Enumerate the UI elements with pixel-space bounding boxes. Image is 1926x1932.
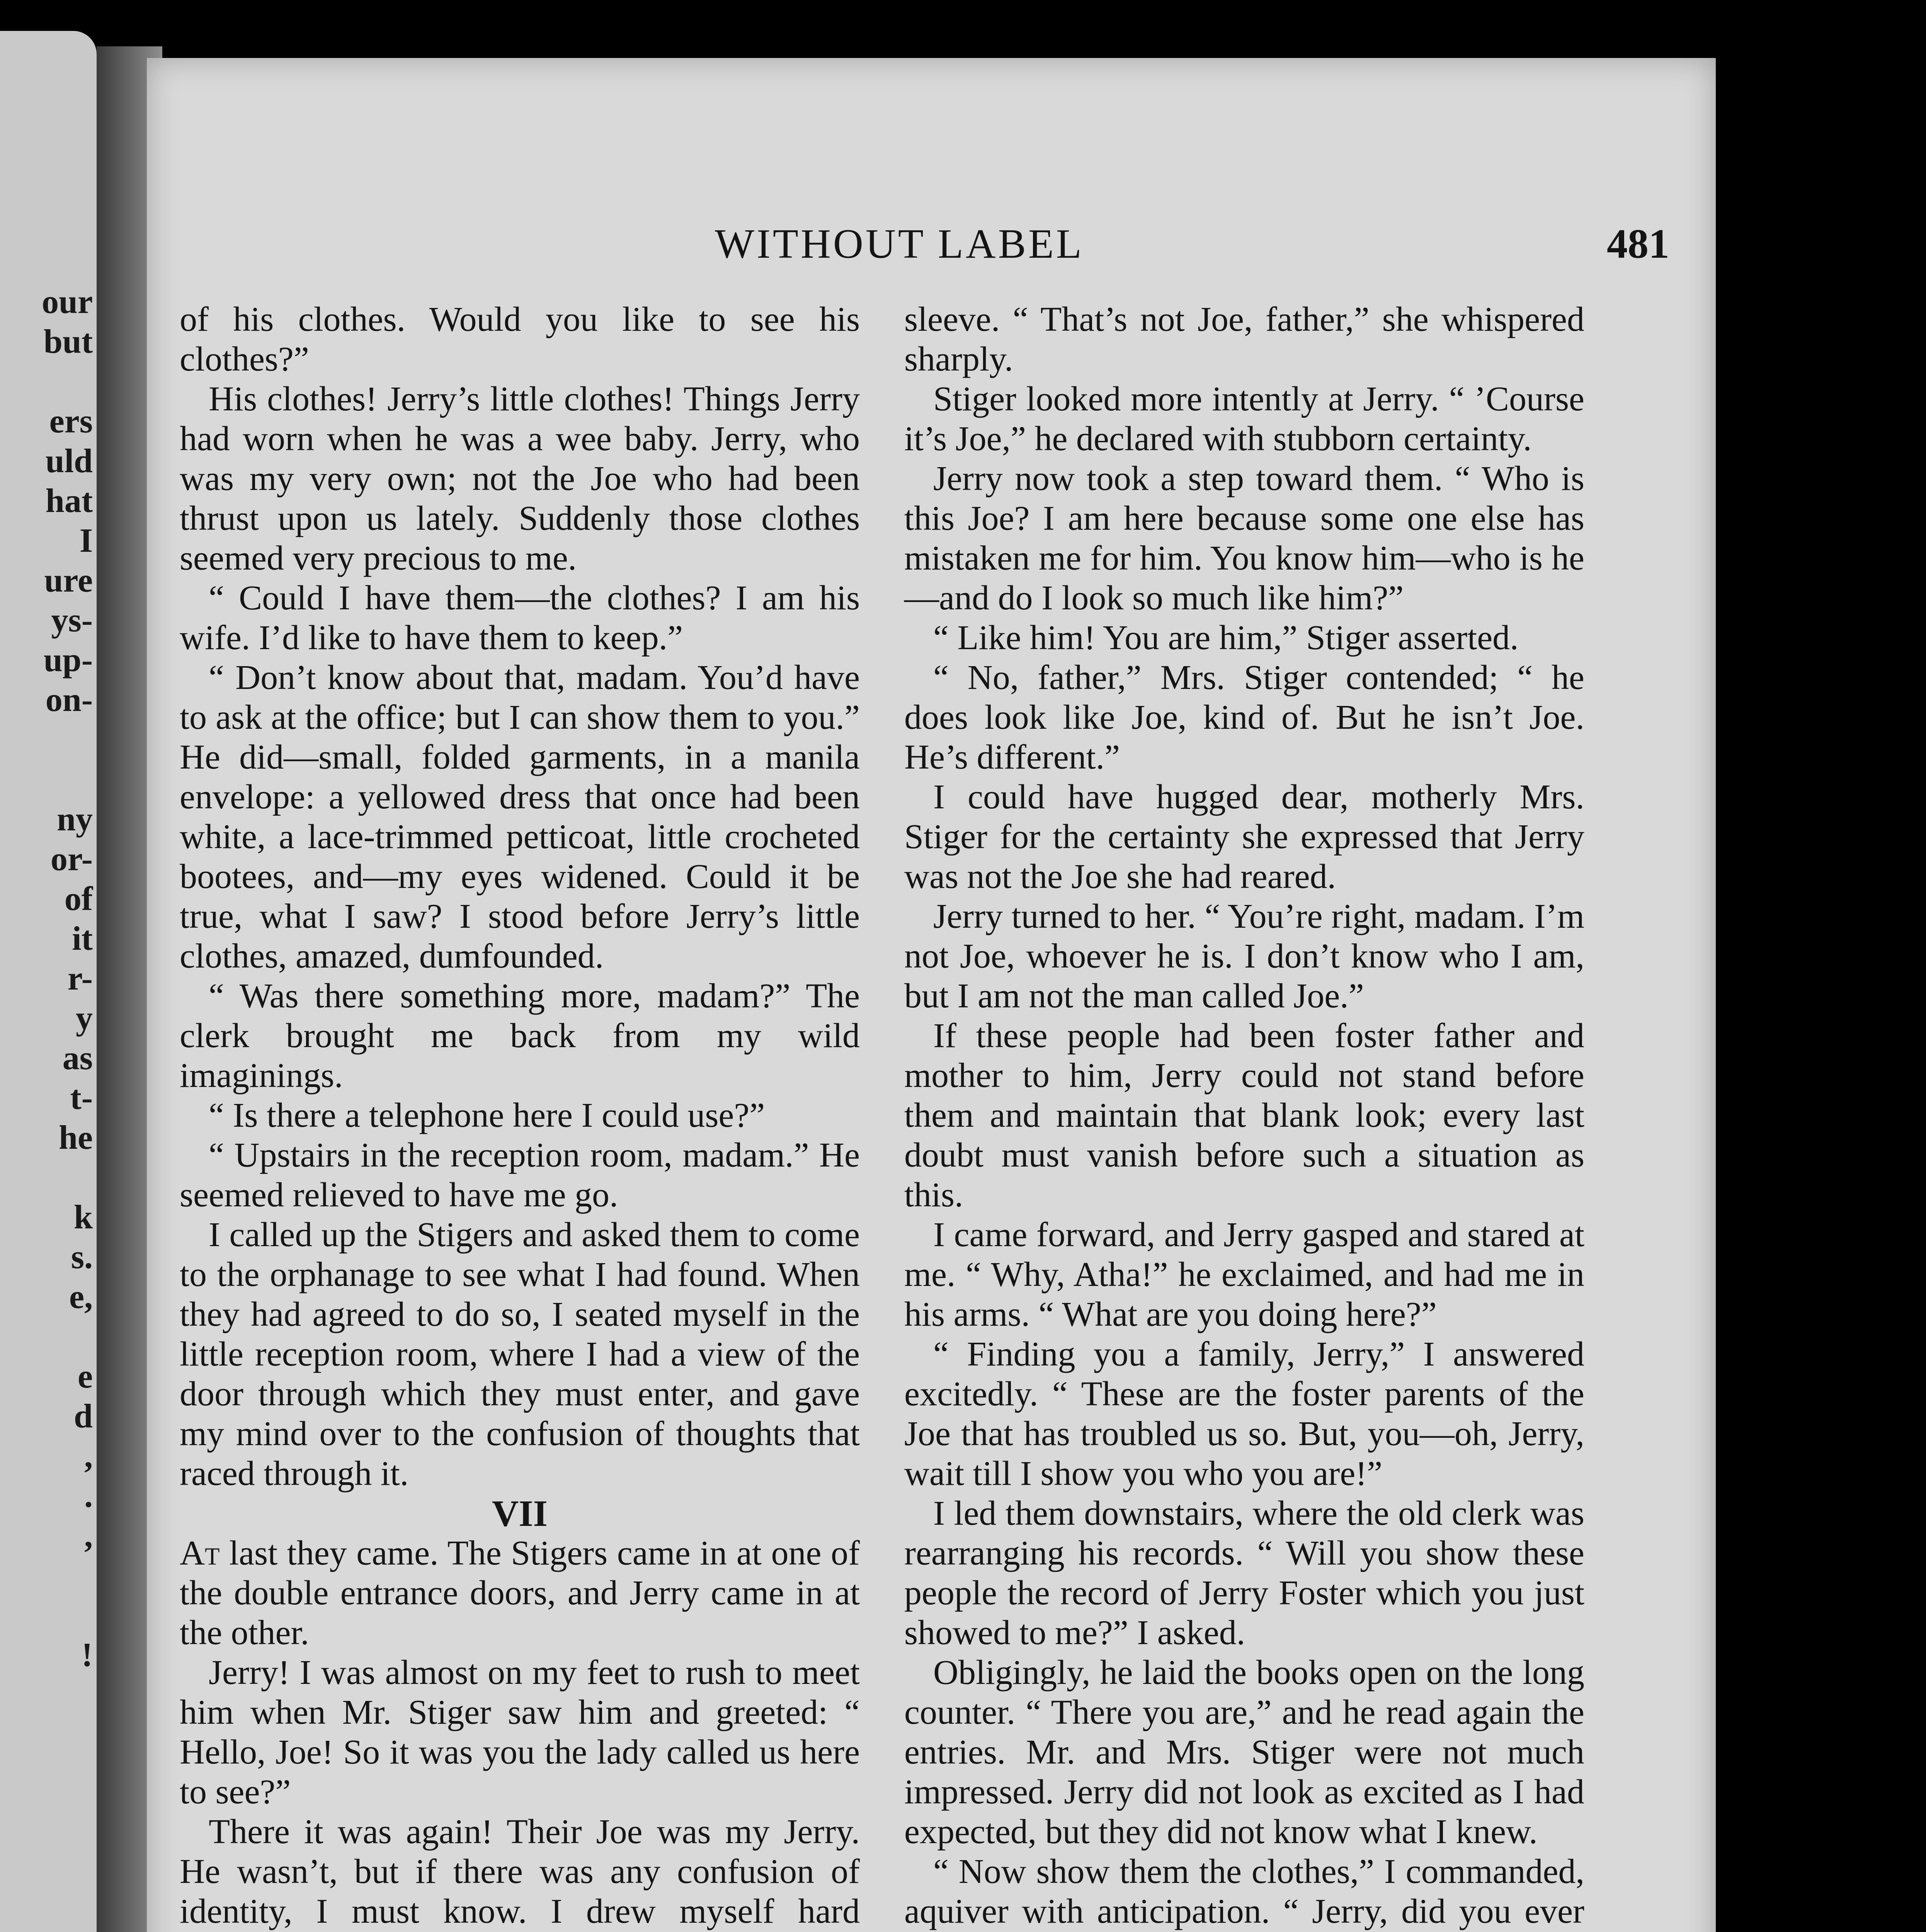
facing-page-fragment: ! bbox=[81, 1636, 93, 1674]
facing-page-edge bbox=[0, 31, 97, 1932]
paragraph: I came forward, and Jerry gasped and stared at me. “ Why, Atha!” he exclaimed, and had me in his arms. “ What are you doing here?” bbox=[904, 1216, 1584, 1333]
paragraph: “ No, father,” Mrs. Stiger contended; “ he does look like Joe, kind of. But he isn’t Joe. He’s different.” bbox=[904, 658, 1584, 776]
paragraph: “ Don’t know about that, madam. You’d have to ask at the office; but I can show them to you.” He did—small, folded garments, in a manila envelope: a yellowed dress that once had been white, a lace-trimmed petticoat, little crocheted bootees, and—my eyes widened. Could it be true, what I saw? I stood before Jerry’s little clothes, amazed, dumfounded. bbox=[180, 658, 860, 975]
paragraph: “ Like him! You are him,” Stiger asserted. bbox=[933, 619, 1519, 657]
facing-page-fragment bbox=[0, 1556, 93, 1595]
paragraph: If these people had been foster father and mother to him, Jerry could not stand before them and maintain that blank look; every last doubt must vanish before such a situation as this. bbox=[904, 1017, 1584, 1214]
facing-page-fragment: d bbox=[74, 1398, 93, 1435]
facing-page-fragment: ny bbox=[57, 801, 93, 838]
facing-page-fragment: uld bbox=[45, 442, 93, 480]
facing-page-fragment: on- bbox=[45, 681, 93, 719]
paragraph: Stiger looked more intently at Jerry. “ ’Course it’s Joe,” he declared with stubborn certainty. bbox=[904, 380, 1584, 458]
paragraph: “ Upstairs in the reception room, madam.” He seemed relieved to have me go. bbox=[180, 1136, 860, 1214]
facing-page-fragment: ys- bbox=[51, 602, 93, 639]
facing-page-fragment bbox=[0, 362, 93, 401]
facing-page-fragment: but bbox=[43, 323, 93, 361]
right-column bbox=[904, 299, 1584, 1932]
facing-page-fragment bbox=[0, 1317, 93, 1357]
paragraph: “ Could I have them—the clothes? I am his wife. I’d like to have them to keep.” bbox=[180, 579, 860, 657]
facing-page-fragment: of bbox=[64, 880, 93, 918]
facing-page-fragment bbox=[0, 720, 93, 760]
page-header bbox=[147, 220, 1716, 282]
paragraph: Jerry now took a step toward them. “ Who is this Joe? I am here because some one else has mistaken me for him. You know him—who is he—and do I look so much like him?” bbox=[904, 459, 1584, 617]
facing-page-fragment: hat bbox=[45, 482, 93, 520]
facing-page-fragment: it bbox=[72, 920, 93, 957]
facing-page-fragment: as bbox=[62, 1039, 93, 1077]
facing-page-fragment: e, bbox=[69, 1278, 93, 1316]
page-number: 481 bbox=[1607, 221, 1669, 267]
paragraph: “ Is there a telephone here I could use?” bbox=[209, 1096, 765, 1134]
facing-page-fragment: our bbox=[42, 283, 93, 321]
paragraph: sleeve. “ That’s not Joe, father,” she whispered sharply. bbox=[904, 300, 1584, 378]
paragraph: There it was again! Their Joe was my Jerry. He wasn’t, but if there was any confusion of identity, I must know. I drew myself hard bbox=[180, 1813, 860, 1930]
book-page bbox=[147, 58, 1716, 1932]
facing-page-fragment: r- bbox=[67, 960, 93, 997]
facing-page-fragment: t- bbox=[70, 1079, 93, 1117]
facing-page-fragment bbox=[0, 1595, 93, 1635]
paragraph: “ Finding you a family, Jerry,” I answered excitedly. “ These are the foster parents of the Joe that has troubled us so. But, you—oh, Jerry, wait till I show you who you are!” bbox=[904, 1335, 1584, 1493]
facing-page-fragment bbox=[0, 1158, 93, 1197]
paragraph: I led them downstairs, where the old clerk was rearranging his records. “ Will you show these people the record of Jerry Foster which you just showed to me?” I asked. bbox=[904, 1494, 1584, 1652]
facing-page-fragment: or- bbox=[50, 840, 93, 878]
facing-page-fragment: , bbox=[84, 1437, 93, 1475]
facing-page-fragment: I bbox=[79, 522, 93, 560]
facing-page-fragment: s. bbox=[71, 1238, 93, 1276]
facing-page-fragment: e bbox=[77, 1358, 93, 1395]
facing-page-text bbox=[0, 282, 93, 1675]
facing-page-fragment bbox=[0, 760, 93, 799]
paragraph: of his clothes. Would you like to see his clothes?” bbox=[180, 300, 860, 378]
paragraph-lead: At bbox=[180, 1534, 220, 1572]
section-heading: VII bbox=[492, 1493, 548, 1534]
paragraph: I called up the Stigers and asked them to come to the orphanage to see what I had found. When they had agreed to do so, I seated myself in the little reception room, where I had a view of the door through which they must enter, and gave my mind over to the confusion of thoughts that raced through it. bbox=[180, 1216, 860, 1493]
left-column bbox=[180, 299, 860, 1932]
facing-page-fragment: he bbox=[59, 1119, 93, 1156]
running-title: WITHOUT LABEL bbox=[715, 221, 1084, 267]
facing-page-fragment: , bbox=[84, 1517, 93, 1554]
facing-page-fragment: ure bbox=[44, 562, 93, 599]
paragraph: “ Now show them the clothes,” I commanded, aquiver with anticipation. “ Jerry, did you ever bbox=[904, 1852, 1584, 1930]
paragraph: Jerry turned to her. “ You’re right, madam. I’m not Joe, whoever he is. I don’t know who I am, but I am not the man called Joe.” bbox=[904, 897, 1584, 1015]
facing-page-fragment: k bbox=[74, 1199, 93, 1236]
paragraph: I could have hugged dear, motherly Mrs. Stiger for the certainty she expressed that Jerry was not the Joe she had reared. bbox=[904, 778, 1584, 896]
facing-page-fragment: up- bbox=[43, 641, 93, 679]
paragraph: His clothes! Jerry’s little clothes! Things Jerry had worn when he was a wee baby. Jerry, who was my very own; not the Joe who had been thrust upon us lately. Suddenly those clothes seemed very precious to me. bbox=[180, 380, 860, 577]
paragraph bbox=[180, 1533, 860, 1653]
facing-page-fragment: ers bbox=[49, 403, 93, 440]
facing-page-fragment: . bbox=[84, 1477, 93, 1515]
paragraph: “ Was there something more, madam?” The clerk brought me back from my wild imaginings. bbox=[180, 977, 860, 1095]
paragraph: Obligingly, he laid the books open on the long counter. “ There you are,” and he read again the entries. Mr. and Mrs. Stiger were not much impressed. Jerry did not look as excited as I had expected, but they did not know what I knew. bbox=[904, 1653, 1584, 1851]
facing-page-fragment: y bbox=[76, 1000, 93, 1037]
paragraph: Jerry! I was almost on my feet to rush to meet him when Mr. Stiger saw him and greeted: “ Hello, Joe! So it was you the lady called us here to see?” bbox=[180, 1653, 860, 1811]
paragraph-text: last they came. The Stigers came in at one of the double entrance doors, and Jerry came in at the other. bbox=[180, 1534, 860, 1652]
